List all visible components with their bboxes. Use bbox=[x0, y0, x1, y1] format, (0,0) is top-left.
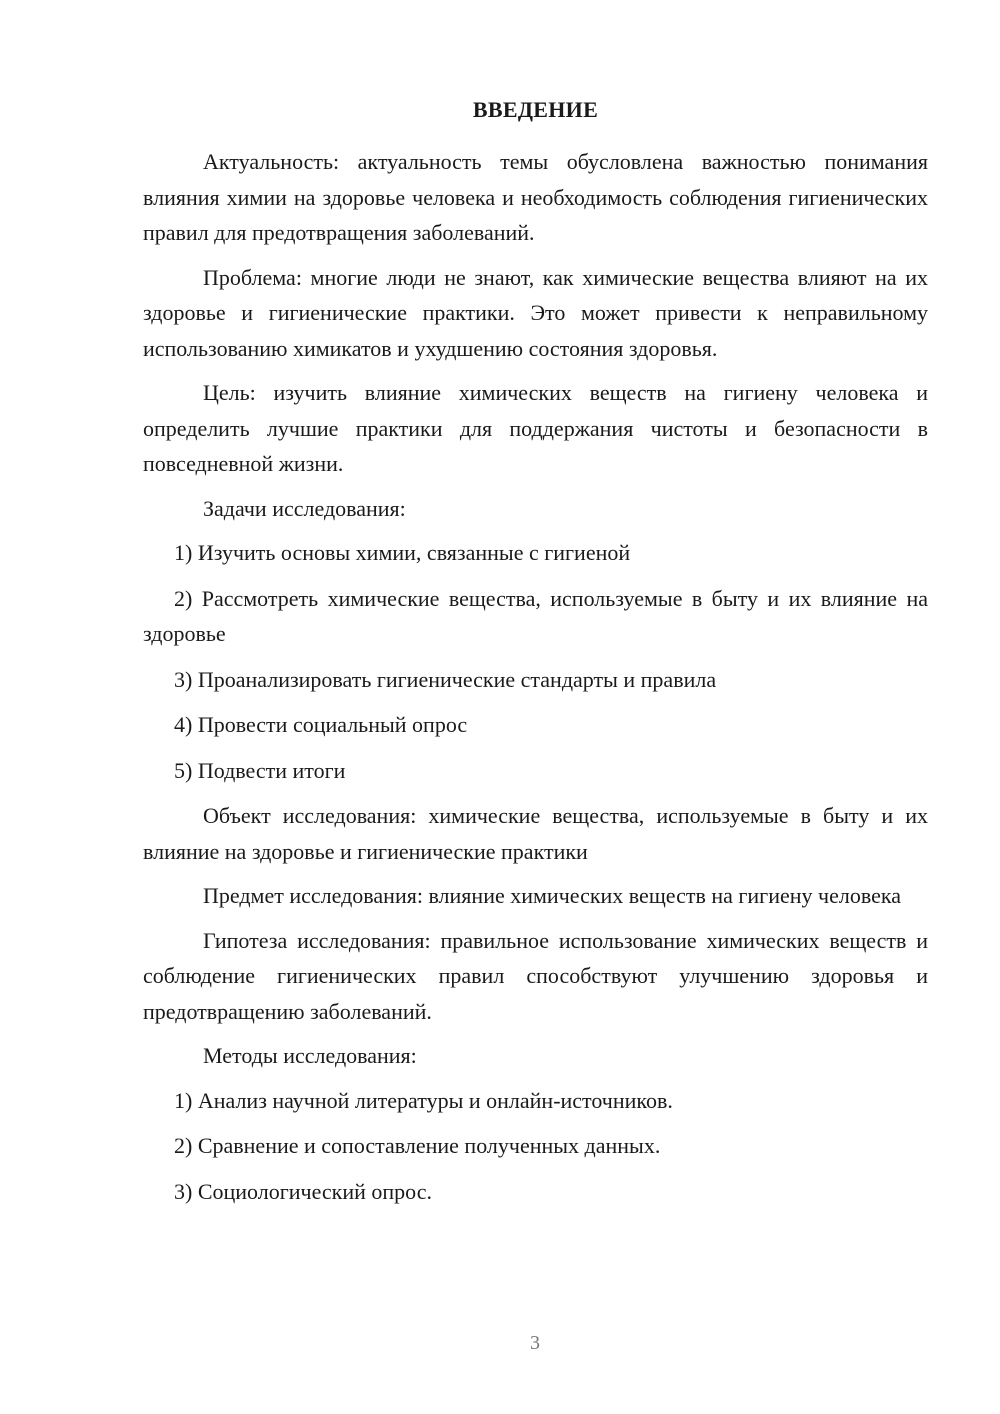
paragraph-object: Объект исследования: химические вещества, используемые в быту и их влияние на здоровье и гигиенические практики bbox=[143, 803, 928, 864]
task-item-3: 3) Проанализировать гигиенические стандарты и правила bbox=[174, 666, 717, 692]
document-page bbox=[143, 94, 928, 1219]
paragraph-subject: Предмет исследования: влияние химических веществ на гигиену человека bbox=[203, 883, 901, 908]
method-item-3: 3) Социологический опрос. bbox=[174, 1178, 432, 1204]
paragraph-relevance: Актуальность: актуальность темы обусловлена важностью понимания влияния химии на здоровье человека и необходимость соблюдения гигиенических правил для предотвращения заболеваний. bbox=[143, 149, 928, 245]
paragraph-problem: Проблема: многие люди не знают, как химические вещества влияют на их здоровье и гигиенические практики. Это может привести к неправильному использованию химикатов и ухудшению состояния здоровья. bbox=[143, 264, 928, 361]
page-number: 3 bbox=[530, 1332, 540, 1354]
paragraph-methods-heading: Методы исследования: bbox=[203, 1043, 417, 1068]
section-title: ВВЕДЕНИЕ bbox=[472, 97, 599, 122]
paragraph-tasks-heading: Задачи исследования: bbox=[203, 495, 406, 521]
task-item-5: 5) Подвести итоги bbox=[174, 757, 346, 783]
task-item-4: 4) Провести социальный опрос bbox=[174, 712, 468, 737]
paragraph-goal: Цель: изучить влияние химических веществ на гигиену человека и определить лучшие практики для поддержания чистоты и безопасности в повседневной жизни. bbox=[143, 380, 928, 476]
task-item-1: 1) Изучить основы химии, связанные с гигиеной bbox=[174, 540, 631, 565]
method-item-1: 1) Анализ научной литературы и онлайн-источников. bbox=[174, 1087, 673, 1113]
task-item-2: 2) Рассмотреть химические вещества, используемые в быту и их влияние на здоровье bbox=[143, 585, 928, 646]
paragraph-hypothesis: Гипотеза исследования: правильное использование химических веществ и соблюдение гигиенических правил способствуют улучшению здоровья и предотвращению заболеваний. bbox=[143, 927, 928, 1024]
method-item-2: 2) Сравнение и сопоставление полученных данных. bbox=[174, 1133, 661, 1158]
